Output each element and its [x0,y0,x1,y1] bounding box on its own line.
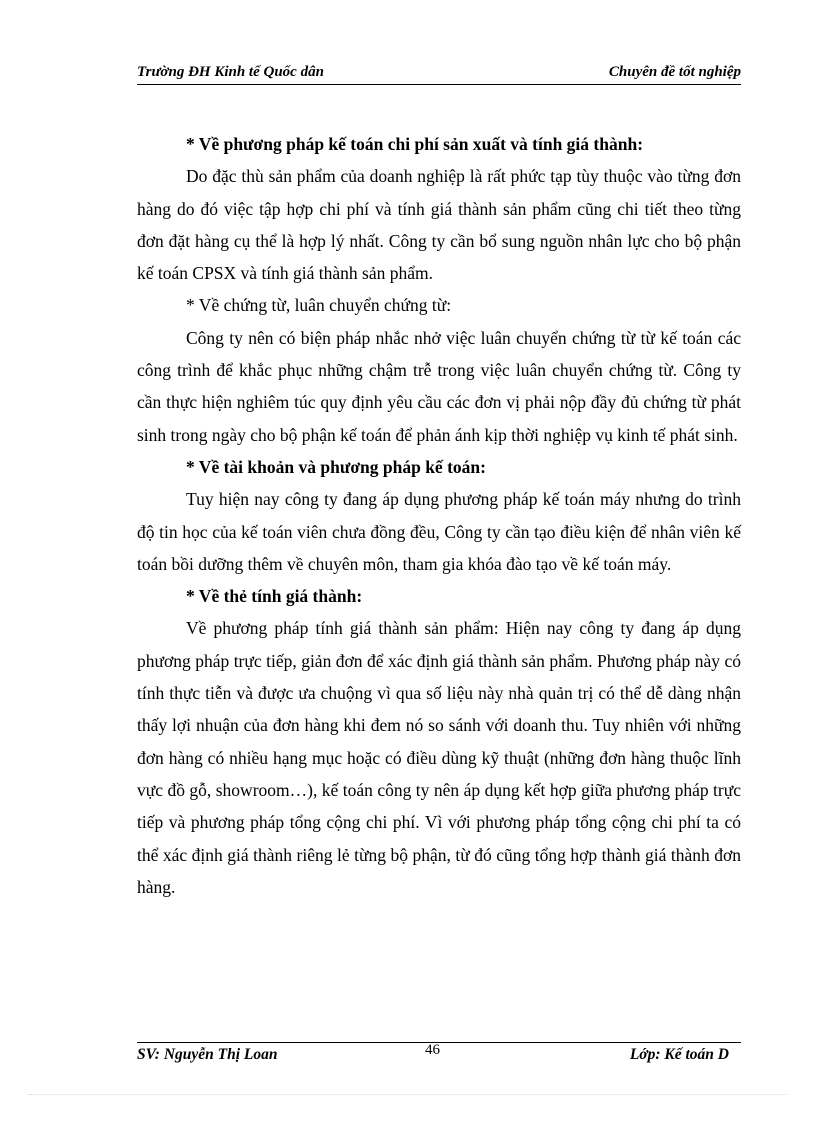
section-heading-cost-method: * Về phương pháp kế toán chi phí sản xuất và tính giá thành: [186,134,644,154]
section-heading-accounts: * Về tài khoản và phương pháp kế toán: [186,456,486,477]
footer-class: Lớp: Kế toán D [629,1046,729,1063]
paragraph-accounts: Tuy hiện nay công ty đang áp dụng phương pháp kế toán máy nhưng do trình độ tin học của kế toán viên chưa đồng đều, Công ty cần tạo điều kiện để nhân viên kế toán bồi dưỡng thêm về chuyên môn, tham gia khóa đào tạo về kế toán máy. [137,489,741,574]
page-bottom-divider [28,1094,788,1095]
header-school: Trường ĐH Kinh tế Quốc dân [137,64,324,80]
document-body [137,128,741,903]
section-heading-costing-card: * Về thẻ tính giá thành: [186,586,363,607]
paragraph-cost-method: Do đặc thù sản phẩm của doanh nghiệp là rất phức tạp tùy thuộc vào từng đơn hàng do đó việc tập hợp chi phí và tính giá thành sản phẩm cũng chi tiết theo từng đơn đặt hàng cụ thể là hợp lý nhất. Công ty cần bổ sung nguồn nhân lực cho bộ phận kế toán CPSX và tính giá thành sản phẩm. [137,166,741,284]
page-header [137,64,741,85]
paragraph-vouchers: Công ty nên có biện pháp nhắc nhở việc luân chuyển chứng từ từ kế toán các công trình để khắc phục những chậm trễ trong việc luân chuyển chứng từ. Công ty cần thực hiện nghiêm túc quy định yêu cầu các đơn vị phải nộp đầy đủ chứng từ phát sinh trong ngày cho bộ phận kế toán để phản ánh kịp thời nghiệp vụ kinh tế phát sinh. [137,327,741,445]
paragraph-costing-card: Về phương pháp tính giá thành sản phẩm: Hiện nay công ty đang áp dụng phương pháp trực tiếp, giản đơn để xác định giá thành sản phẩm. Phương pháp này có tính thực tiễn và được ưa chuộng vì qua số liệu này nhà quản trị có thể dễ dàng nhận thấy lợi nhuận của đơn hàng khi đem nó so sánh với doanh thu. Tuy nhiên với những đơn hàng có nhiều hạng mục hoặc có điều dùng kỹ thuật (những đơn hàng thuộc lĩnh vực đồ gỗ, showroom…), kế toán công ty nên áp dụng kết hợp giữa phương pháp trực tiếp và phương pháp tổng cộng chi phí. Vì với phương pháp tổng cộng chi phí ta có thể xác định giá thành riêng lẻ từng bộ phận, từ đó cũng tổng hợp thành giá thành đơn hàng. [137,618,741,897]
page-footer [137,1042,741,1073]
footer-student: SV: Nguyễn Thị Loan [137,1046,278,1063]
section-heading-vouchers: * Về chứng từ, luân chuyển chứng từ: [186,295,452,316]
page-number: 46 [425,1042,440,1058]
header-doc-type: Chuyên đề tốt nghiệp [608,64,741,80]
